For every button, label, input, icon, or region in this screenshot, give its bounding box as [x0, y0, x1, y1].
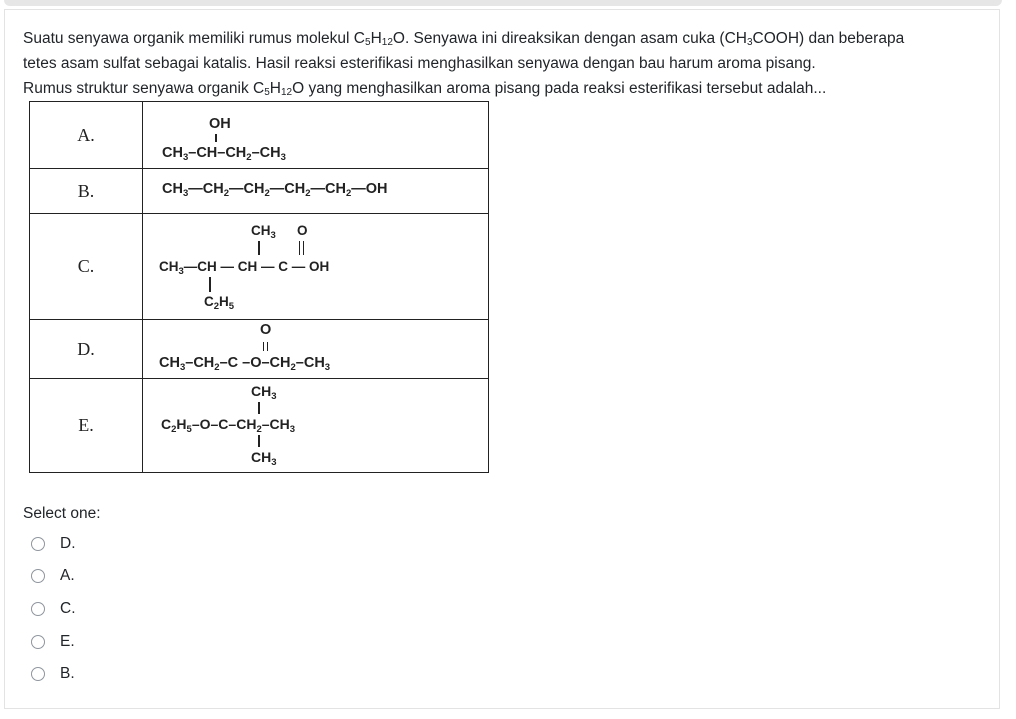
question-line-2: tetes asam sulfat sebagai katalis. Hasil reaksi esterifikasi menghasilkan senyawa dengan bau harum aroma pisang. — [23, 55, 816, 72]
formula-e — [143, 379, 489, 473]
formula-a-oh: OH — [209, 116, 231, 132]
option-label-b: B. — [30, 169, 143, 214]
table-row-e — [30, 379, 489, 473]
top-divider — [4, 0, 1002, 6]
formula-a — [143, 102, 489, 169]
radio-button[interactable] — [31, 569, 45, 583]
formula-d — [143, 320, 489, 379]
question-line-1: Suatu senyawa organik memiliki rumus molekul $C_5H_{12}O$. Senyawa ini direaksikan dengan asam cuka $(CH_3COOH)$ dan beberapa — [23, 30, 905, 48]
formula-e-ch3-bottom: $CH_3$ — [251, 449, 277, 468]
radio-button[interactable] — [31, 667, 45, 681]
answer-choice-b[interactable] — [31, 664, 75, 684]
answer-choice-e[interactable] — [31, 632, 75, 652]
formula-c-c2h5: $C_2H_5$ — [204, 294, 235, 312]
formula-d-chain: $CH_3-CH_2-C$ $-O-CH_2-CH_3$ — [159, 355, 331, 373]
formula-e-chain: $C_2H_5-O-C-CH_2-CH_3$ — [161, 416, 296, 435]
formula-d-o: O — [260, 322, 272, 338]
radio-button[interactable] — [31, 602, 45, 616]
formula-b — [143, 169, 489, 214]
radio-button[interactable] — [31, 537, 45, 551]
table-row-d — [30, 320, 489, 379]
option-label-d: D. — [30, 320, 143, 379]
formula-b-chain: $CH_3—CH_2—CH_2—CH_2—CH_2—OH$ — [162, 181, 388, 199]
formula-c-ch3: $CH_3$ — [251, 223, 276, 241]
answer-choice-a[interactable] — [31, 566, 75, 586]
formula-c-o: O — [297, 223, 308, 238]
formula-a-chain: $CH_3-CH-CH_2-CH_3$ — [162, 145, 286, 163]
answer-choice-c[interactable] — [31, 599, 76, 619]
answer-choice-d[interactable] — [31, 534, 76, 554]
question-line-3: Rumus struktur senyawa organik $C_5H_{12}O$ yang menghasilkan aroma pisang pada reaksi esterifikasi tersebut adalah... — [23, 80, 827, 98]
question-text — [23, 26, 983, 101]
options-table — [29, 101, 489, 473]
radio-button[interactable] — [31, 635, 45, 649]
table-row-b — [30, 169, 489, 214]
option-label-a: A. — [30, 102, 143, 169]
select-one-prompt: Select one: — [23, 505, 101, 522]
choice-label[interactable]: E. — [60, 633, 75, 650]
formula-e-ch3-top: $CH_3$ — [251, 383, 277, 402]
choice-label[interactable]: C. — [60, 600, 76, 617]
option-label-c: C. — [30, 214, 143, 320]
choice-label[interactable]: A. — [60, 567, 75, 584]
table-row-a — [30, 102, 489, 169]
option-label-e: E. — [30, 379, 143, 473]
choice-label[interactable]: B. — [60, 665, 75, 682]
formula-c — [143, 214, 489, 320]
table-row-c — [30, 214, 489, 320]
formula-c-chain: $CH_3—CH$ — CH — C — OH — [159, 259, 330, 277]
choice-label[interactable]: D. — [60, 535, 76, 552]
